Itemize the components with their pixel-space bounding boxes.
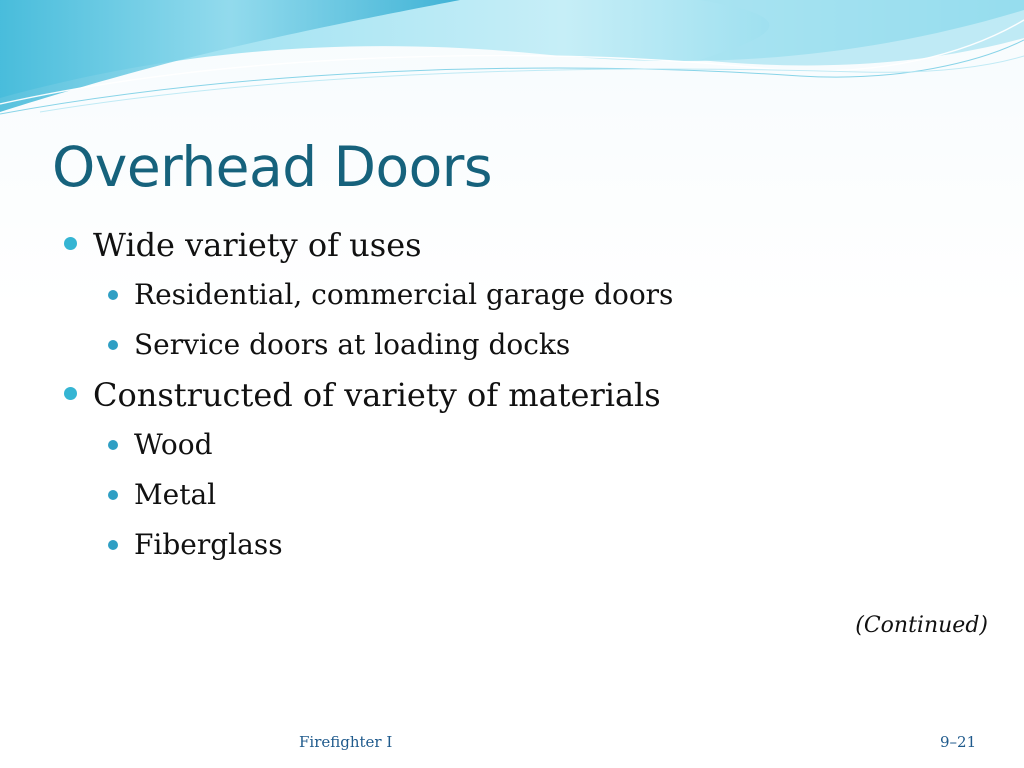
bullet-item-level1 [60, 372, 960, 422]
bullet-text: Constructed of variety of materials [93, 376, 661, 414]
header-wave-decoration [0, 0, 1024, 130]
bullet-dot-icon [108, 440, 118, 450]
bullet-dot-icon [108, 290, 118, 300]
bullet-text: Wood [134, 428, 213, 461]
bullet-dot-icon [108, 540, 118, 550]
bullet-dot-icon [108, 340, 118, 350]
bullet-list [60, 222, 960, 572]
footer-page-number: 9–21 [940, 733, 977, 751]
bullet-item-level2 [60, 322, 960, 372]
bullet-item-level2 [60, 472, 960, 522]
bullet-text: Service doors at loading docks [134, 328, 571, 361]
bullet-text: Fiberglass [134, 528, 283, 561]
bullet-dot-icon [108, 490, 118, 500]
bullet-dot-icon [64, 387, 77, 400]
bullet-dot-icon [64, 237, 77, 250]
bullet-item-level2 [60, 522, 960, 572]
bullet-item-level2 [60, 272, 960, 322]
continued-note: (Continued) [855, 613, 988, 638]
bullet-text: Wide variety of uses [93, 226, 422, 264]
slide-title: Overhead Doors [52, 135, 493, 199]
bullet-item-level2 [60, 422, 960, 472]
footer-course-label: Firefighter I [299, 733, 393, 751]
bullet-text: Residential, commercial garage doors [134, 278, 674, 311]
bullet-text: Metal [134, 478, 217, 511]
bullet-item-level1 [60, 222, 960, 272]
wave-line-3 [40, 56, 1024, 112]
